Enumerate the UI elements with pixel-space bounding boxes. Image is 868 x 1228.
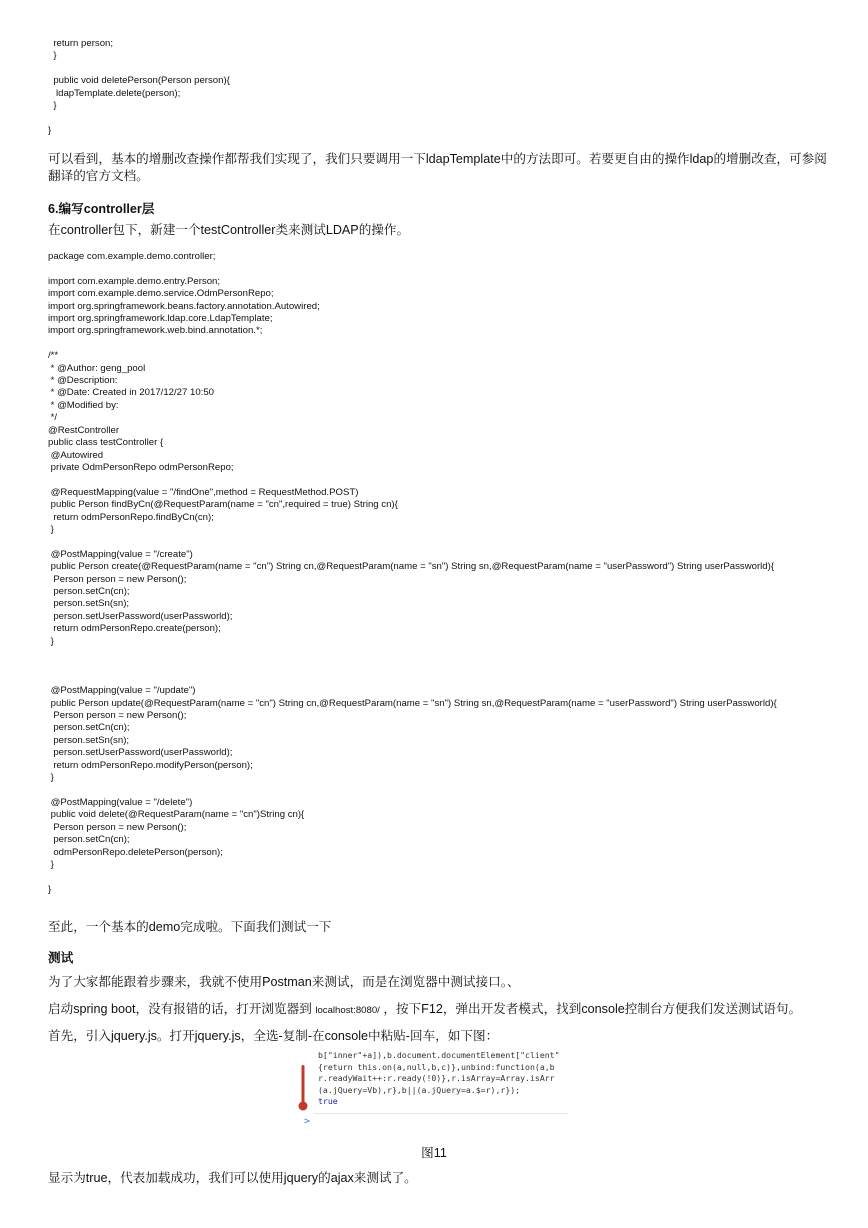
- code-line: * @Modified by:: [48, 399, 119, 411]
- code-line: public Person update(@RequestParam(name = "cn") String cn,@RequestParam(name = "sn") String sn,@RequestParam(name = "userPassword") String userPassworld){: [48, 697, 777, 709]
- code-line: person.setCn(cn);: [48, 834, 130, 846]
- code-line: [48, 338, 777, 350]
- code-line: return odmPersonRepo.findByCn(cn);: [48, 511, 214, 523]
- code-line: Person person = new Person();: [48, 821, 187, 833]
- code-line: [48, 660, 777, 672]
- paragraph-controller-intro: 在controller包下，新建一个testController类来测试LDAP的操作。: [48, 223, 410, 237]
- code-line: [48, 871, 777, 883]
- code-line: ldapTemplate.delete(person);: [48, 87, 181, 99]
- code-line: person.setCn(cn);: [48, 585, 130, 597]
- code-line: import com.example.demo.service.OdmPersonRepo;: [48, 288, 274, 300]
- code-line: @PostMapping(value = "/create"): [48, 548, 193, 560]
- code-line: public class testController {: [48, 437, 164, 449]
- code-line: }: [48, 523, 54, 535]
- code-line: return odmPersonRepo.create(person);: [48, 623, 221, 635]
- paragraph-load-success: 显示为true，代表加载成功，我们可以使用jquery的ajax来测试了。: [48, 1171, 417, 1185]
- code-line: public Person findByCn(@RequestParam(name = "cn",required = true) String cn){: [48, 499, 398, 511]
- code-line: [48, 673, 777, 685]
- code-line: [48, 263, 777, 275]
- console-line: r.readyWait++:r.ready(!0)},r.isArray=Array.isArr: [318, 1073, 555, 1084]
- code-line: @Autowired: [48, 449, 104, 461]
- code-line: }: [48, 635, 54, 647]
- code-line: [48, 112, 230, 124]
- code-line: @RestController: [48, 424, 120, 436]
- code-line: person.setSn(sn);: [48, 734, 130, 746]
- code-line: [48, 784, 777, 796]
- paragraph-summary: 可以看到，基本的增删改查操作都帮我们实现了，我们只要调用一下ldapTemplate中的方法即可。若要更自由的操作ldap的增删改查，可参阅翻译的官方文档。: [48, 152, 827, 183]
- code-line: [48, 536, 777, 548]
- code-line: person.setSn(sn);: [48, 598, 130, 610]
- code-line: */: [48, 412, 58, 424]
- console-output: [318, 1050, 568, 1108]
- code-line: person.setUserPassword(userPassworld);: [48, 747, 233, 759]
- code-line: * @Date: Created in 2017/12/27 10:50: [48, 387, 215, 399]
- section-heading-test: 测试: [48, 951, 74, 965]
- thermometer-icon: [298, 1064, 308, 1112]
- code-line: Person person = new Person();: [48, 710, 187, 722]
- code-line: }: [48, 50, 57, 62]
- code-line: return odmPersonRepo.modifyPerson(person);: [48, 759, 253, 771]
- code-line: import com.example.demo.entry.Person;: [48, 275, 221, 287]
- code-line: }: [48, 772, 54, 784]
- code-line: package com.example.demo.controller;: [48, 251, 216, 262]
- paragraph-demo-done: 至此，一个基本的demo完成啦。下面我们测试一下: [48, 920, 332, 934]
- code-line: person.setCn(cn);: [48, 722, 130, 734]
- code-line: }: [48, 100, 57, 112]
- code-line: Person person = new Person();: [48, 573, 187, 585]
- code-line: import org.springframework.beans.factory.annotation.Autowired;: [48, 300, 320, 312]
- code-line: odmPersonRepo.deletePerson(person);: [48, 846, 223, 858]
- paragraph-browser-test: 为了大家都能跟着步骤来，我就不使用Postman来测试，而是在浏览器中测试接口。、: [48, 975, 520, 989]
- code-line: @PostMapping(value = "/update"): [48, 685, 196, 697]
- console-screenshot-figure: [296, 1050, 570, 1132]
- paragraph-start-spring-boot: [48, 1001, 828, 1019]
- code-block-repo-end: [48, 38, 230, 137]
- code-line: public void delete(@RequestParam(name = "cn")String cn){: [48, 809, 305, 821]
- code-line: import org.springframework.ldap.core.LdapTemplate;: [48, 313, 273, 325]
- figure-caption: 图11: [421, 1146, 447, 1160]
- start-text: 启动spring boot，没有报错的话，打开浏览器到: [48, 1002, 316, 1016]
- code-line: [48, 474, 777, 486]
- start-text-rest: ，按下F12，弹出开发者模式，找到console控制台方便我们发送测试语句。: [379, 1002, 802, 1016]
- console-line: b["inner"+a]),b.document.documentElement["client": [318, 1050, 560, 1060]
- console-line: {return this.on(a,null,b,c)},unbind:function(a,b: [318, 1061, 555, 1072]
- code-line: return person;: [48, 38, 114, 49]
- section-heading-controller: 6.编写controller层: [48, 202, 155, 216]
- code-line: * @Description:: [48, 375, 118, 387]
- code-line: person.setUserPassword(userPassworld);: [48, 610, 233, 622]
- code-line: import org.springframework.web.bind.annotation.*;: [48, 325, 263, 337]
- localhost-url: localhost:8080/: [315, 1005, 380, 1016]
- code-line: @PostMapping(value = "/delete"): [48, 796, 193, 808]
- code-line: @RequestMapping(value = "/findOne",method = RequestMethod.POST): [48, 486, 359, 498]
- console-line: (a.jQuery=Vb),r},b||(a.jQuery=a.$=r),r});: [318, 1084, 521, 1095]
- code-line: [48, 648, 777, 660]
- code-line: /**: [48, 350, 59, 362]
- code-line: private OdmPersonRepo odmPersonRepo;: [48, 461, 234, 473]
- code-line: public void deletePerson(Person person){: [48, 75, 230, 87]
- code-line: [48, 63, 230, 75]
- code-line: * @Author: geng_pool: [48, 362, 146, 374]
- console-divider: [314, 1113, 568, 1114]
- paragraph-import-jquery: 首先，引入jquery.js。打开jquery.js，全选-复制-在console中粘贴-回车，如下图：: [48, 1029, 499, 1043]
- code-line: }: [48, 883, 52, 895]
- code-block-controller: [48, 251, 777, 896]
- code-line: }: [48, 124, 52, 136]
- console-result-true: true: [318, 1096, 338, 1107]
- console-prompt[interactable]: >: [304, 1116, 311, 1127]
- code-line: public Person create(@RequestParam(name = "cn") String cn,@RequestParam(name = "sn") String sn,@RequestParam(name = "userPassword") String userPassworld){: [48, 561, 775, 573]
- code-line: }: [48, 858, 54, 870]
